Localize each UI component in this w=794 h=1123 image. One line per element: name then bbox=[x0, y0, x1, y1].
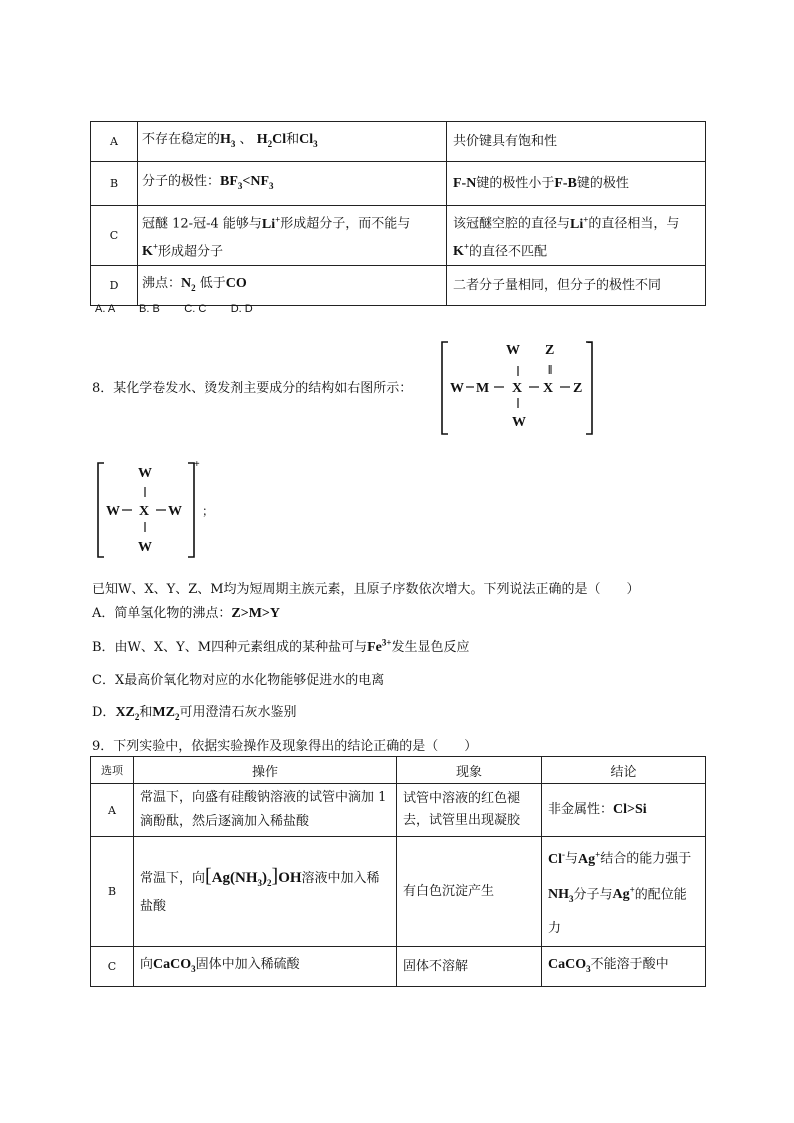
text: 、 bbox=[239, 131, 253, 147]
table-header-row bbox=[91, 757, 706, 784]
option-label: B bbox=[91, 837, 134, 947]
phenomenon-cell: 固体不溶解 bbox=[397, 947, 542, 987]
statement-cell: 沸点：$N_2$ 低于CO bbox=[138, 266, 447, 306]
atom-z: Z bbox=[545, 343, 555, 358]
conclusion-cell: CaCO$_3$不能溶于酸中 bbox=[542, 947, 706, 987]
q8-intro: 已知W、X、Y、Z、M均为短周期主族元素，且原子序数依次增大。下列说法正确的是（ ） bbox=[92, 582, 640, 597]
atom-w: W bbox=[168, 504, 182, 519]
atom-w: W bbox=[138, 540, 152, 555]
statement-cell: 分子的极性：$BF_3<NF_3$ bbox=[138, 162, 447, 206]
q9-stem: 9．下列实验中，依据实验操作及现象得出的结论正确的是（ ） bbox=[92, 739, 478, 754]
conclusion-cell: 二者分子量相同，但分子的极性不同 bbox=[447, 266, 706, 306]
anion-structure-diagram bbox=[440, 338, 600, 438]
header-option: 选项 bbox=[91, 757, 134, 784]
atom-w: W bbox=[506, 343, 520, 358]
option-label: A bbox=[91, 784, 134, 837]
conclusion-cell: Cl-与Ag+结合的能力强于$NH_3$分子与Ag+的配位能力 bbox=[542, 837, 706, 947]
header-phenomenon: 现象 bbox=[397, 757, 542, 784]
atom-m: M bbox=[476, 381, 490, 396]
q8-option-d[interactable]: D．$XZ_2$和$MZ_2$可用澄清石灰水鉴别 bbox=[92, 705, 297, 722]
q8-option-b[interactable]: B．由W、X、Y、M四种元素组成的某种盐可与$Fe^{3+}$发生显色反应 bbox=[92, 637, 470, 655]
table-row bbox=[91, 837, 706, 947]
table-row bbox=[91, 784, 706, 837]
atom-x: X bbox=[512, 381, 523, 396]
option-label: A bbox=[91, 122, 138, 162]
atom-x: X bbox=[139, 504, 150, 519]
q7-choices: A. A B. B C. C D. D bbox=[95, 303, 253, 315]
left-bracket bbox=[442, 342, 448, 434]
conclusion-cell: F-N键的极性小于F-B键的极性 bbox=[447, 162, 706, 206]
table-row bbox=[91, 122, 706, 162]
q9-table bbox=[90, 756, 706, 987]
formula: $H_2Cl$ bbox=[256, 131, 287, 149]
atom-w: W bbox=[106, 504, 120, 519]
header-conclusion: 结论 bbox=[542, 757, 706, 784]
table-row bbox=[91, 266, 706, 306]
operation-cell: 常温下，向$[Ag(NH_3)_2]OH$溶液中加入稀盐酸 bbox=[134, 837, 397, 947]
header-operation: 操作 bbox=[134, 757, 397, 784]
charge-plus: + bbox=[194, 459, 200, 470]
phenomenon-cell: 试管中溶液的红色褪去，试管里出现凝胶 bbox=[397, 784, 542, 837]
atom-w: W bbox=[512, 415, 526, 430]
option-label: B bbox=[91, 162, 138, 206]
conclusion-cell: 非金属性：Cl>Si bbox=[542, 784, 706, 837]
table-row bbox=[91, 162, 706, 206]
conclusion-cell: 该冠醚空腔的直径与Li+的直径相当，与 K+的直径不匹配 bbox=[447, 206, 706, 266]
formula: $BF_3<NF_3$ bbox=[220, 173, 274, 191]
option-label: C bbox=[91, 947, 134, 987]
operation-cell: 常温下，向盛有硅酸钠溶液的试管中滴加 1 滴酚酞，然后逐滴加入稀盐酸 bbox=[134, 784, 397, 837]
q8-option-a[interactable]: A．简单氢化物的沸点：Z>M>Y bbox=[92, 606, 281, 621]
q8-option-c[interactable]: C．X最高价氧化物对应的水化物能够促进水的电离 bbox=[92, 673, 385, 688]
option-label: D bbox=[91, 266, 138, 306]
formula: $H_3$ bbox=[220, 131, 236, 149]
left-bracket bbox=[98, 463, 104, 557]
phenomenon-cell: 有白色沉淀产生 bbox=[397, 837, 542, 947]
semicolon: ； bbox=[202, 504, 215, 518]
q7-table bbox=[90, 121, 706, 306]
option-label: C bbox=[91, 206, 138, 266]
charge-minus: − bbox=[587, 338, 593, 349]
atom-w: W bbox=[450, 381, 464, 396]
operation-cell: 向CaCO$_3$固体中加入稀硫酸 bbox=[134, 947, 397, 987]
atom-w: W bbox=[138, 466, 152, 481]
text: 不存在稳定的 bbox=[142, 131, 221, 147]
right-bracket bbox=[188, 463, 194, 557]
table-row bbox=[91, 206, 706, 266]
double-bond: ‖ bbox=[548, 362, 553, 377]
q8-stem: 8．某化学卷发水、烫发剂主要成分的结构如右图所示： bbox=[92, 381, 413, 396]
conclusion-cell: 共价键具有饱和性 bbox=[447, 122, 706, 162]
table-row bbox=[91, 947, 706, 987]
right-bracket bbox=[586, 342, 592, 434]
text: 和 bbox=[286, 131, 300, 147]
atom-x: X bbox=[543, 381, 554, 396]
atom-z: Z bbox=[573, 381, 583, 396]
statement-cell: 冠醚 12-冠-4 能够与Li+形成超分子，而不能与 K+形成超分子 bbox=[138, 206, 447, 266]
statement-cell bbox=[138, 122, 447, 162]
formula: $Cl_3$ bbox=[299, 131, 318, 149]
cation-structure-diagram bbox=[96, 459, 226, 563]
